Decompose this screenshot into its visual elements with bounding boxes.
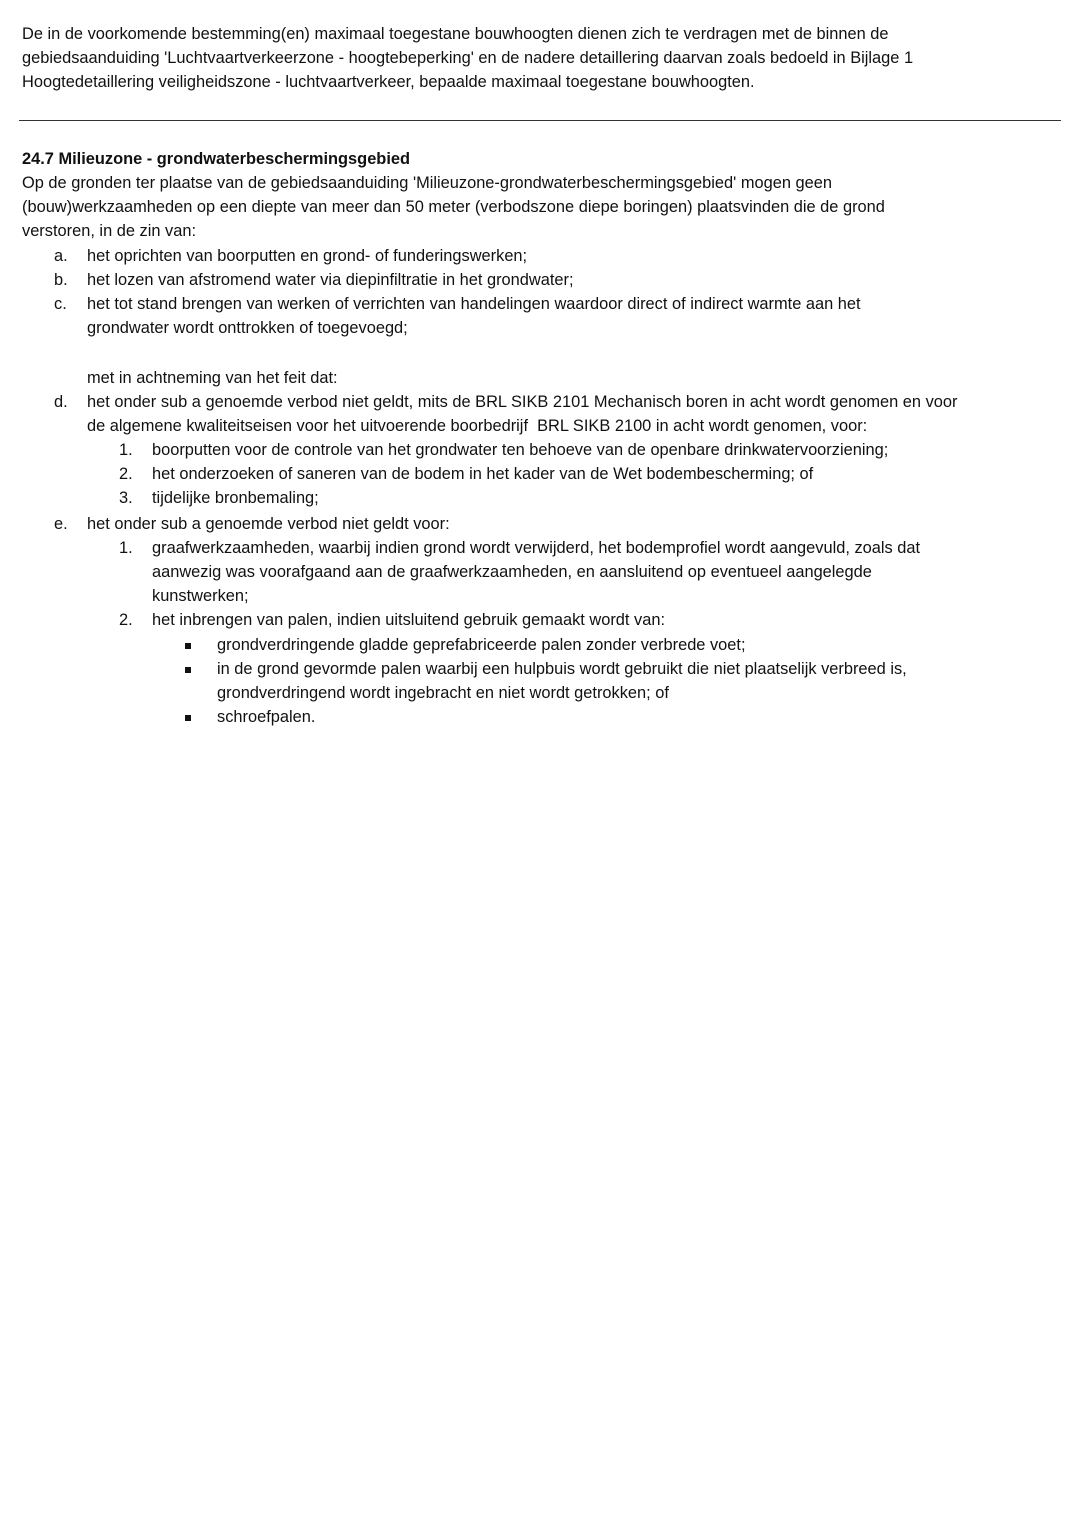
list-item: het onder sub a genoemde verbod niet geldt, mits de BRL SIKB 2101 Mechanisch boren in acht wordt genomen en voor — [87, 393, 958, 411]
list-item: het onder sub a genoemde verbod niet geldt voor: — [87, 515, 450, 533]
sublist-item: het onderzoeken of saneren van de bodem in het kader van de Wet bodembescherming; of — [152, 465, 814, 483]
sublist-marker: 3. — [119, 489, 133, 507]
list-item: het tot stand brengen van werken of verrichten van handelingen waardoor direct of indirect warmte aan het — [87, 295, 861, 313]
list-item: het oprichten van boorputten en grond- of funderingswerken; — [87, 247, 528, 265]
list-item: het lozen van afstromend water via diepinfiltratie in het grondwater; — [87, 271, 574, 289]
section-intro-line: verstoren, in de zin van: — [22, 222, 197, 240]
intro-text-line: De in de voorkomende bestemming(en) maximaal toegestane bouwhoogten dienen zich te verdragen met de binnen de — [22, 25, 889, 43]
list-marker: b. — [54, 271, 68, 289]
list-item-continuation: de algemene kwaliteitseisen voor het uitvoerende boorbedrijf BRL SIKB 2100 in acht wordt genomen, voor: — [87, 417, 868, 435]
sublist-item: graafwerkzaamheden, waarbij indien grond wordt verwijderd, het bodemprofiel wordt aangevuld, zoals dat — [152, 539, 921, 557]
horizontal-divider — [19, 120, 1061, 121]
section-intro-line: Op de gronden ter plaatse van de gebiedsaanduiding 'Milieuzone-grondwaterbeschermingsgebied' mogen geen — [22, 174, 832, 192]
square-bullet-icon — [185, 643, 191, 649]
list-marker: e. — [54, 515, 68, 533]
bullet-item: schroefpalen. — [217, 708, 316, 726]
sublist-marker: 1. — [119, 441, 133, 459]
sublist-marker: 2. — [119, 465, 133, 483]
intro-text-line: gebiedsaanduiding 'Luchtvaartverkeerzone - hoogtebeperking' en de nadere detaillering daarvan zoals bedoeld in Bijlage 1 — [22, 49, 914, 67]
square-bullet-icon — [185, 667, 191, 673]
sublist-item-continuation: aanwezig was voorafgaand aan de graafwerkzaamheden, en aansluitend op eventueel aangelegde — [152, 563, 872, 581]
list-marker: c. — [54, 295, 67, 313]
sublist-marker: 1. — [119, 539, 133, 557]
bullet-item-continuation: grondverdringend wordt ingebracht en niet wordt getrokken; of — [217, 684, 669, 702]
list-item-continuation: grondwater wordt onttrokken of toegevoegd; — [87, 319, 408, 337]
intro-text-line: Hoogtedetaillering veiligheidszone - luchtvaartverkeer, bepaalde maximaal toegestane bouwhoogten. — [22, 73, 755, 91]
sublist-item: het inbrengen van palen, indien uitsluitend gebruik gemaakt wordt van: — [152, 611, 665, 629]
list-marker: a. — [54, 247, 68, 265]
section-heading: 24.7 Milieuzone - grondwaterbeschermingsgebied — [22, 150, 410, 168]
list-marker: d. — [54, 393, 68, 411]
bullet-item: in de grond gevormde palen waarbij een hulpbuis wordt gebruikt die niet plaatselijk verbreed is, — [217, 660, 907, 678]
sublist-marker: 2. — [119, 611, 133, 629]
square-bullet-icon — [185, 715, 191, 721]
note-text: met in achtneming van het feit dat: — [87, 369, 338, 387]
sublist-item: tijdelijke bronbemaling; — [152, 489, 319, 507]
sublist-item: boorputten voor de controle van het grondwater ten behoeve van de openbare drinkwatervoorziening; — [152, 441, 889, 459]
section-intro-line: (bouw)werkzaamheden op een diepte van meer dan 50 meter (verbodszone diepe boringen) plaatsvinden die de grond — [22, 198, 885, 216]
bullet-item: grondverdringende gladde geprefabriceerde palen zonder verbrede voet; — [217, 636, 746, 654]
sublist-item-continuation: kunstwerken; — [152, 587, 249, 605]
